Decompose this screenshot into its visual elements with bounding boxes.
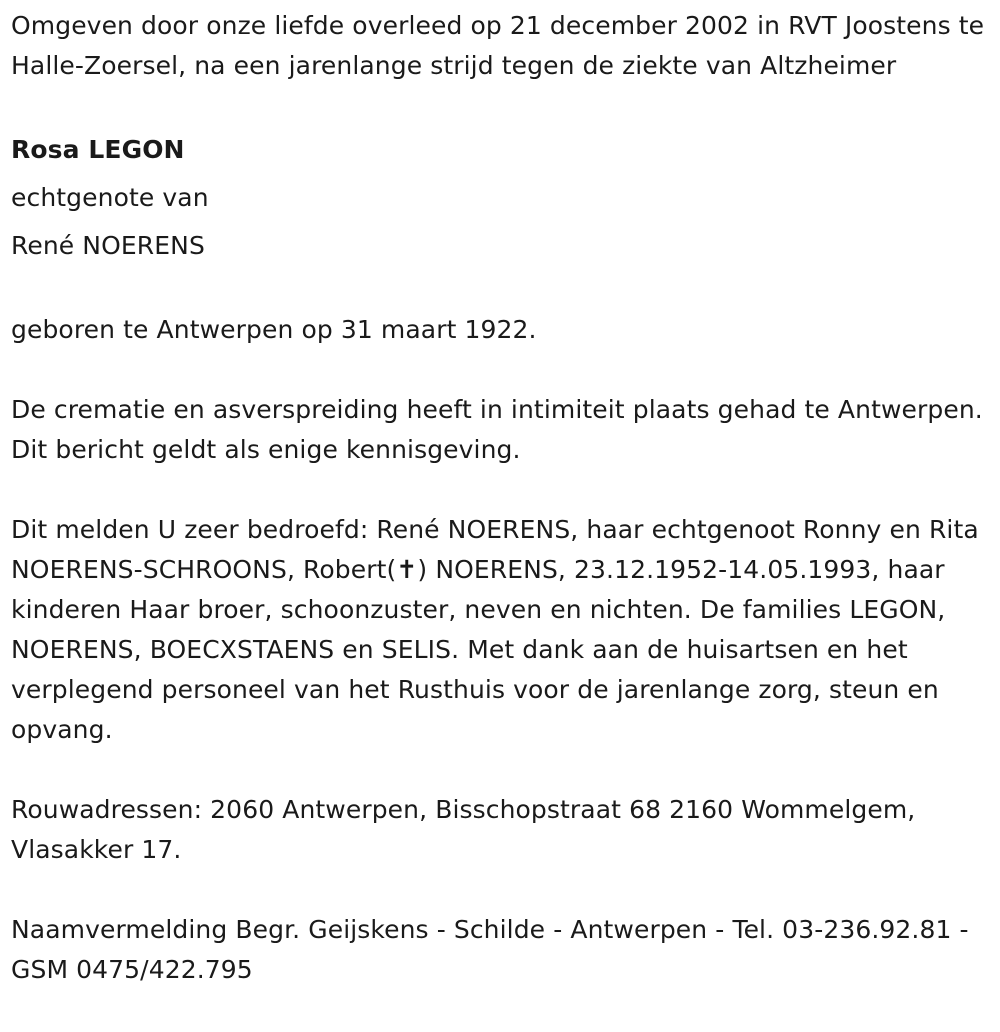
- death-notice: [11, 6, 991, 990]
- spacer: [11, 350, 991, 390]
- family-paragraph: Dit melden U zeer bedroefd: René NOERENS, haar echtgenoot Ronny en Rita NOERENS-SCHROONS, Robert(✝) NOERENS, 23.12.1952-14.05.1993, haar kinderen Haar broer, schoonzuster, neven en nichten. De families LEGON, NOERENS, BOECXSTAENS en SELIS. Met dank aan de huisartsen en het verplegend personeel van het Rusthuis voor de jarenlange zorg, steun en opvang.: [11, 515, 979, 744]
- spacer: [11, 470, 991, 510]
- spouse-name: René NOERENS: [11, 231, 205, 260]
- spacer: [11, 870, 991, 910]
- intro-paragraph: Omgeven door onze liefde overleed op 21 december 2002 in RVT Joostens te Halle-Zoersel, na een jarenlange strijd tegen de ziekte van Altzheimer: [11, 11, 985, 80]
- undertaker-paragraph: Naamvermelding Begr. Geijskens - Schilde - Antwerpen - Tel. 03-236.92.81 - GSM 0475/422.795: [11, 915, 969, 984]
- spacer: [11, 270, 991, 310]
- cremation-paragraph: De crematie en asverspreiding heeft in intimiteit plaats gehad te Antwerpen. Dit bericht geldt als enige kennisgeving.: [11, 395, 983, 464]
- birth-paragraph: geboren te Antwerpen op 31 maart 1922.: [11, 315, 537, 344]
- deceased-name: Rosa LEGON: [11, 135, 185, 164]
- addresses-paragraph: Rouwadressen: 2060 Antwerpen, Bisschopstraat 68 2160 Wommelgem, Vlasakker 17.: [11, 795, 916, 864]
- spacer: [11, 750, 991, 790]
- relation-text: echtgenote van: [11, 183, 209, 212]
- spacer: [11, 86, 991, 126]
